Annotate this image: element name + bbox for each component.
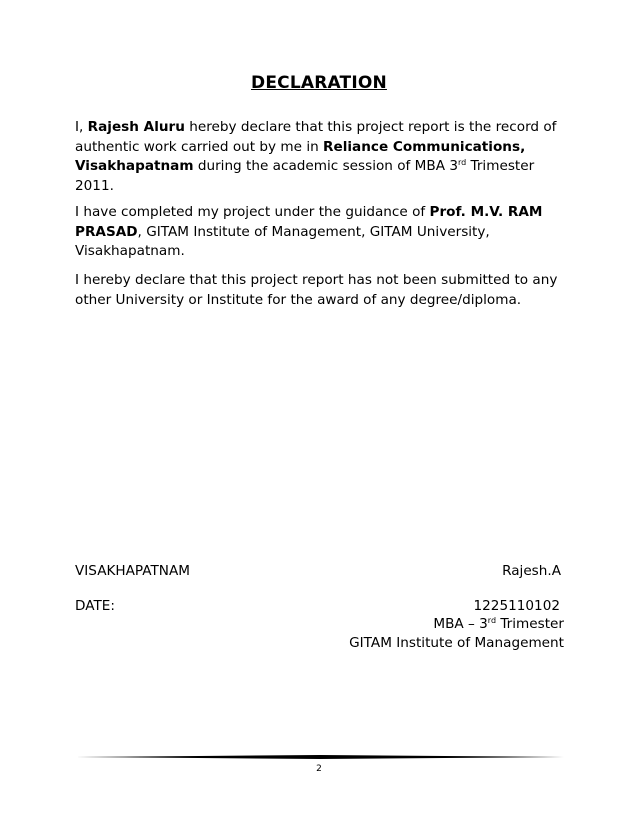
page-number: 2 [316,764,322,774]
declaration-paragraph [75,118,575,196]
para-text: I have completed my project under the guidance of [75,204,430,220]
ordinal-suffix: rd [457,158,467,167]
footer-divider [76,755,564,759]
institute-name: GITAM Institute of Management [349,635,564,651]
para-text: , GITAM Institute of Management, GITAM University, Visakhapatnam. [75,223,490,259]
program-line [433,616,564,632]
originality-paragraph: I hereby declare that this project report has not been submitted to any other University or Institute for the award of any degree/diploma. [75,272,558,308]
para-text: I, [75,119,88,135]
ordinal-suffix: rd [487,616,497,625]
date-label: DATE: [75,598,115,614]
company-name: Reliance Communications, Visakhapatnam [75,138,526,174]
program-prefix: MBA – 3 [433,616,488,632]
program-suffix: Trimester [496,616,564,632]
signatory-name: Rajesh.A [502,563,561,579]
para-text: hereby declare that this project report is the record of authentic work carried out by me in [75,119,557,155]
roll-number: 1225110102 [473,598,560,614]
guidance-paragraph [75,203,575,262]
place-label: VISAKHAPATNAM [75,563,190,579]
para-text: during the academic session of MBA 3 [193,158,458,174]
student-name: Rajesh Aluru [87,119,185,135]
page-title: DECLARATION [251,73,387,93]
guide-name: Prof. M.V. RAM PRASAD [75,204,543,240]
para-text: Trimester 2011. [75,158,535,194]
